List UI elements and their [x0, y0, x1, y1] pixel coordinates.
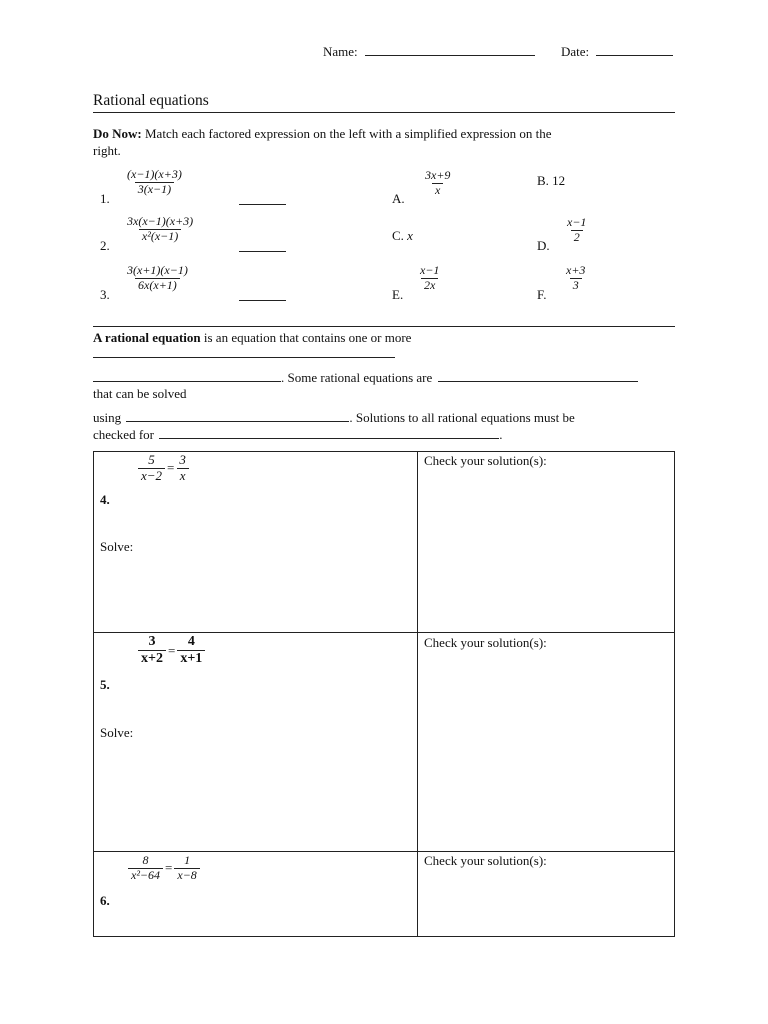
section-divider [93, 326, 675, 327]
equation-4-lhs-numerator: 5 [148, 452, 155, 467]
definition-some-text: . Some rational equations are [281, 370, 433, 385]
problem-2-denominator: x²(x−1) [139, 229, 181, 244]
problem-1-denominator: 3(x−1) [135, 182, 174, 197]
equation-5-equals: = [167, 642, 176, 658]
problem-2-number: 2. [100, 238, 110, 253]
definition-blank-3[interactable] [438, 370, 638, 382]
title-divider [93, 112, 675, 113]
equation-5-check-label: Check your solution(s): [424, 635, 547, 650]
choice-e-expression [417, 262, 442, 293]
equation-4-rhs-numerator: 3 [179, 452, 186, 467]
equation-5-solve-area[interactable] [95, 745, 415, 849]
equation-5-check-area[interactable] [419, 654, 673, 849]
table-column-divider [417, 451, 418, 937]
choice-e-label: E. [392, 287, 404, 302]
choice-f-expression [563, 262, 588, 293]
problem-3-denominator: 6x(x+1) [135, 278, 180, 293]
date-label: Date: [561, 44, 590, 59]
choice-a-denominator: x [432, 183, 443, 198]
do-now-text-2: right. [93, 143, 121, 158]
equation-5-lhs-numerator: 3 [148, 634, 156, 649]
problem-1-answer-blank[interactable] [239, 204, 286, 205]
choice-b-label: B. 12 [537, 173, 566, 188]
do-now-text-1: Match each factored expression on the left with a simplified expression on the [141, 126, 552, 141]
problem-1-numerator: (x−1)(x+3) [127, 167, 182, 181]
problem-3-number: 3. [100, 287, 110, 302]
do-now-instructions [93, 125, 683, 159]
choice-c-value: x [407, 228, 413, 243]
definition-using-text: using [93, 410, 122, 425]
equation-6-check-label: Check your solution(s): [424, 853, 547, 868]
definition-text-1: is an equation that contains one or more [200, 330, 412, 345]
name-label: Name: [323, 44, 358, 59]
equation-6-rhs-denominator: x−8 [174, 868, 199, 883]
equation-4-check-area[interactable] [419, 472, 673, 630]
equation-5-number: 5. [100, 677, 110, 692]
choice-f-denominator: 3 [570, 278, 582, 293]
choice-c [392, 228, 413, 244]
date-field-group [561, 44, 673, 60]
problem-2-answer-blank[interactable] [239, 251, 286, 252]
definition-line-2 [93, 370, 638, 386]
choice-d-denominator: 2 [571, 230, 583, 245]
choice-e-numerator: x−1 [420, 263, 440, 277]
definition-blank-4[interactable] [126, 410, 349, 422]
equation-6-lhs-denominator: x²−64 [128, 868, 163, 883]
problem-2-expression [124, 213, 196, 244]
definition-line-5 [93, 427, 503, 443]
choice-a-numerator: 3x+9 [425, 168, 451, 182]
problem-3-expression [124, 262, 191, 293]
equation-4 [138, 452, 189, 484]
definition-line-1 [93, 330, 411, 346]
choice-a-expression [422, 167, 453, 198]
equation-4-solve-label: Solve: [100, 539, 134, 554]
problem-1-number: 1. [100, 191, 110, 206]
equation-4-lhs-denominator: x−2 [138, 468, 165, 484]
name-field-group [323, 44, 535, 60]
equation-4-equals: = [167, 460, 175, 476]
choice-d-expression [564, 214, 589, 245]
equation-6-rhs-numerator: 1 [184, 853, 191, 867]
equation-4-rhs-denominator: x [177, 468, 189, 484]
equation-6-number: 6. [100, 893, 110, 908]
choice-f-numerator: x+3 [566, 263, 586, 277]
choice-c-label: C. [392, 228, 404, 243]
problem-1-expression [124, 166, 185, 197]
equation-4-check-label: Check your solution(s): [424, 453, 547, 468]
problem-2-numerator: 3x(x−1)(x+3) [127, 214, 194, 228]
problem-3-answer-blank[interactable] [239, 300, 286, 301]
choice-f-label: F. [537, 287, 547, 302]
choice-a-label: A. [392, 191, 405, 206]
equation-6-equals: = [165, 860, 173, 876]
choice-e-denominator: 2x [421, 278, 438, 293]
equation-5-rhs-numerator: 4 [187, 634, 195, 649]
definition-blank-1[interactable] [93, 346, 395, 358]
definition-solved-text: that can be solved [93, 386, 187, 401]
equation-5-rhs-denominator: x+1 [177, 650, 205, 667]
equation-6 [128, 852, 200, 883]
date-blank[interactable] [596, 44, 673, 56]
definition-solutions-text: . Solutions to all rational equations must be [349, 410, 575, 425]
equation-4-solve-area[interactable] [95, 560, 415, 630]
equation-6-check-area[interactable] [419, 872, 673, 936]
problem-3-numerator: 3(x+1)(x−1) [127, 263, 188, 277]
equation-6-lhs-numerator: 8 [142, 853, 149, 867]
equation-4-number: 4. [100, 492, 110, 507]
equation-5 [138, 633, 205, 667]
definition-term: A rational equation [93, 330, 201, 345]
choice-d-numerator: x−1 [567, 215, 587, 229]
equation-6-solve-area[interactable] [95, 912, 415, 936]
definition-line-4 [93, 410, 575, 426]
definition-blank-2[interactable] [93, 370, 281, 382]
choice-d-label: D. [537, 238, 550, 253]
definition-checked-text: checked for [93, 427, 154, 442]
definition-blank-5[interactable] [159, 427, 499, 439]
equation-5-solve-label: Solve: [100, 725, 134, 740]
definition-period: . [499, 427, 503, 442]
page-title: Rational equations [93, 92, 209, 109]
name-blank[interactable] [365, 44, 535, 56]
do-now-label: Do Now: [93, 126, 142, 141]
equation-5-lhs-denominator: x+2 [138, 650, 166, 667]
